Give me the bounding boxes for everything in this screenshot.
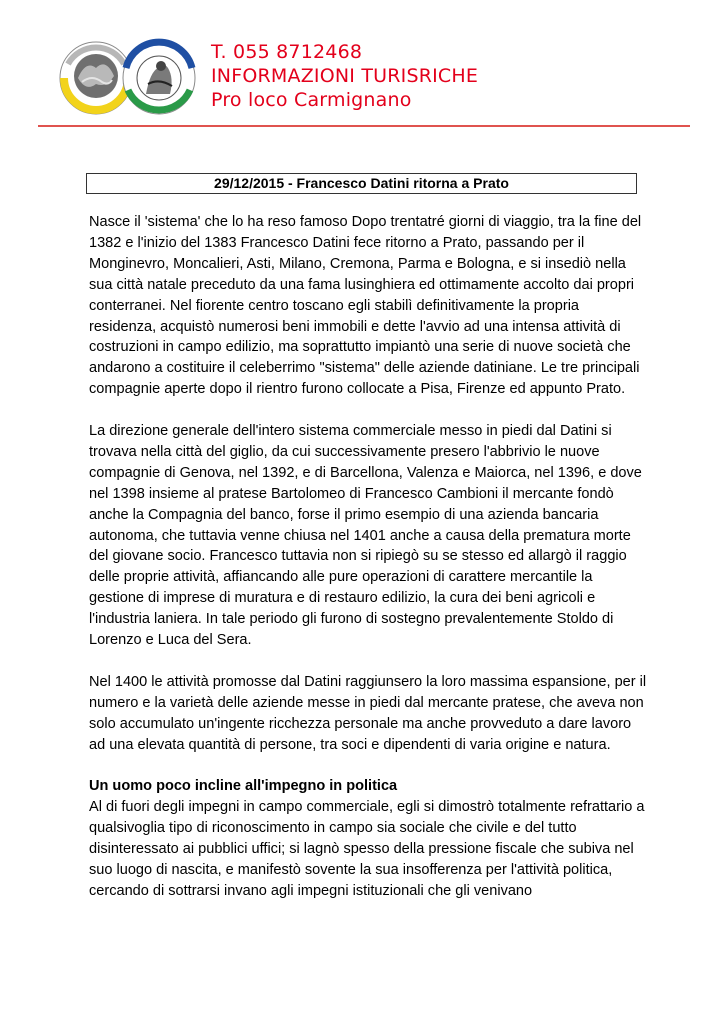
article-title-box — [86, 173, 637, 194]
header-phone: T. 055 8712468 — [211, 41, 363, 63]
article-paragraph: Al di fuori degli impegni in campo commerciale, egli si dimostrò totalmente refrattario a qualsivoglia tipo di riconoscimento in campo sia sociale che civile e del tutto disinteressato ai pubblici uffici; si lagnò spesso della pressione fiscale che subiva nel suo luogo di nascita, e manifestò sovente la sua insofferenza per l'attività politica, cercando di sottrarsi invano agli impegni istituzionali che gli venivano — [89, 799, 645, 899]
header-info-title: INFORMAZIONI TURISRICHE — [211, 65, 479, 87]
article-paragraph: Nasce il 'sistema' che lo ha reso famoso Dopo trentatré giorni di viaggio, tra la fine del 1382 e l'inizio del 1383 Francesco Datini fece ritorno a Prato, passando per il Monginevro, Moncalieri, Asti, Milano, Cremona, Parma e Bologna, e si insediò nella sua città natale preceduto da una fama lusinghiera ed ottimamente accolto dai propri conterranei. Nel fiorente centro toscano egli stabilì definitivamente la propria residenza, acquistò numerosi beni immobili e dette l'avvio ad una intensa attività di costruzioni in campo edilizio, ma soprattutto impiantò una serie di nuove società che andarono a costituire il celeberrimo "sistema" delle aziende datiniane. Le tre principali compagnie aperte dopo il rientro furono collocate a Pisa, Firenze ed appunto Prato. — [89, 214, 642, 398]
article-body — [89, 212, 649, 923]
header-organization: Pro loco Carmignano — [211, 89, 412, 111]
article-paragraph: La direzione generale dell'intero sistema commerciale messo in piedi dal Datini si trovava nella città del giglio, da cui successivamente presero l'abbrivio le nuove compagnie di Genova, nel 1392, e di Barcellona, Valenza e Maiorca, nel 1396, e dove nel 1398 insieme al pratese Bartolomeo di Francesco Cambioni il mercante fondò anche la Compagnia del banco, forse il primo esempio di una azienda bancaria autonoma, che tuttavia venne chiusa nel 1401 anche a causa della prematura morte del giovane socio. Francesco tuttavia non si ripiegò su se stesso ed allargò il raggio delle proprie attività, affiancando alle pure operazioni di carattere mercantile la gestione di imprese di muratura e di restauro edilizio, la cura dei beni agricoli e l'industria laniera. In tale periodo gli furono di sostegno prevalentemente Stoldo di Lorenzo e Luca del Sera. — [89, 423, 642, 649]
article-subheading: Un uomo poco incline all'impegno in politica — [89, 778, 398, 795]
pro-loco-logo — [58, 38, 198, 118]
pro-loco-logo-icon — [58, 38, 198, 118]
article-title: 29/12/2015 - Francesco Datini ritorna a Prato — [214, 175, 509, 191]
header-contact-block — [211, 40, 478, 112]
header-divider — [38, 125, 690, 127]
article-paragraph: Nel 1400 le attività promosse dal Datini raggiunsero la loro massima espansione, per il numero e la varietà delle aziende messe in piedi dal mercante pratese, che aveva non solo accumulato un'ingente ricchezza personale ma anche provveduto a dare lavoro ad una elevata quantità di persone, tra soci e dipendenti di varia origine e natura. — [89, 673, 647, 753]
